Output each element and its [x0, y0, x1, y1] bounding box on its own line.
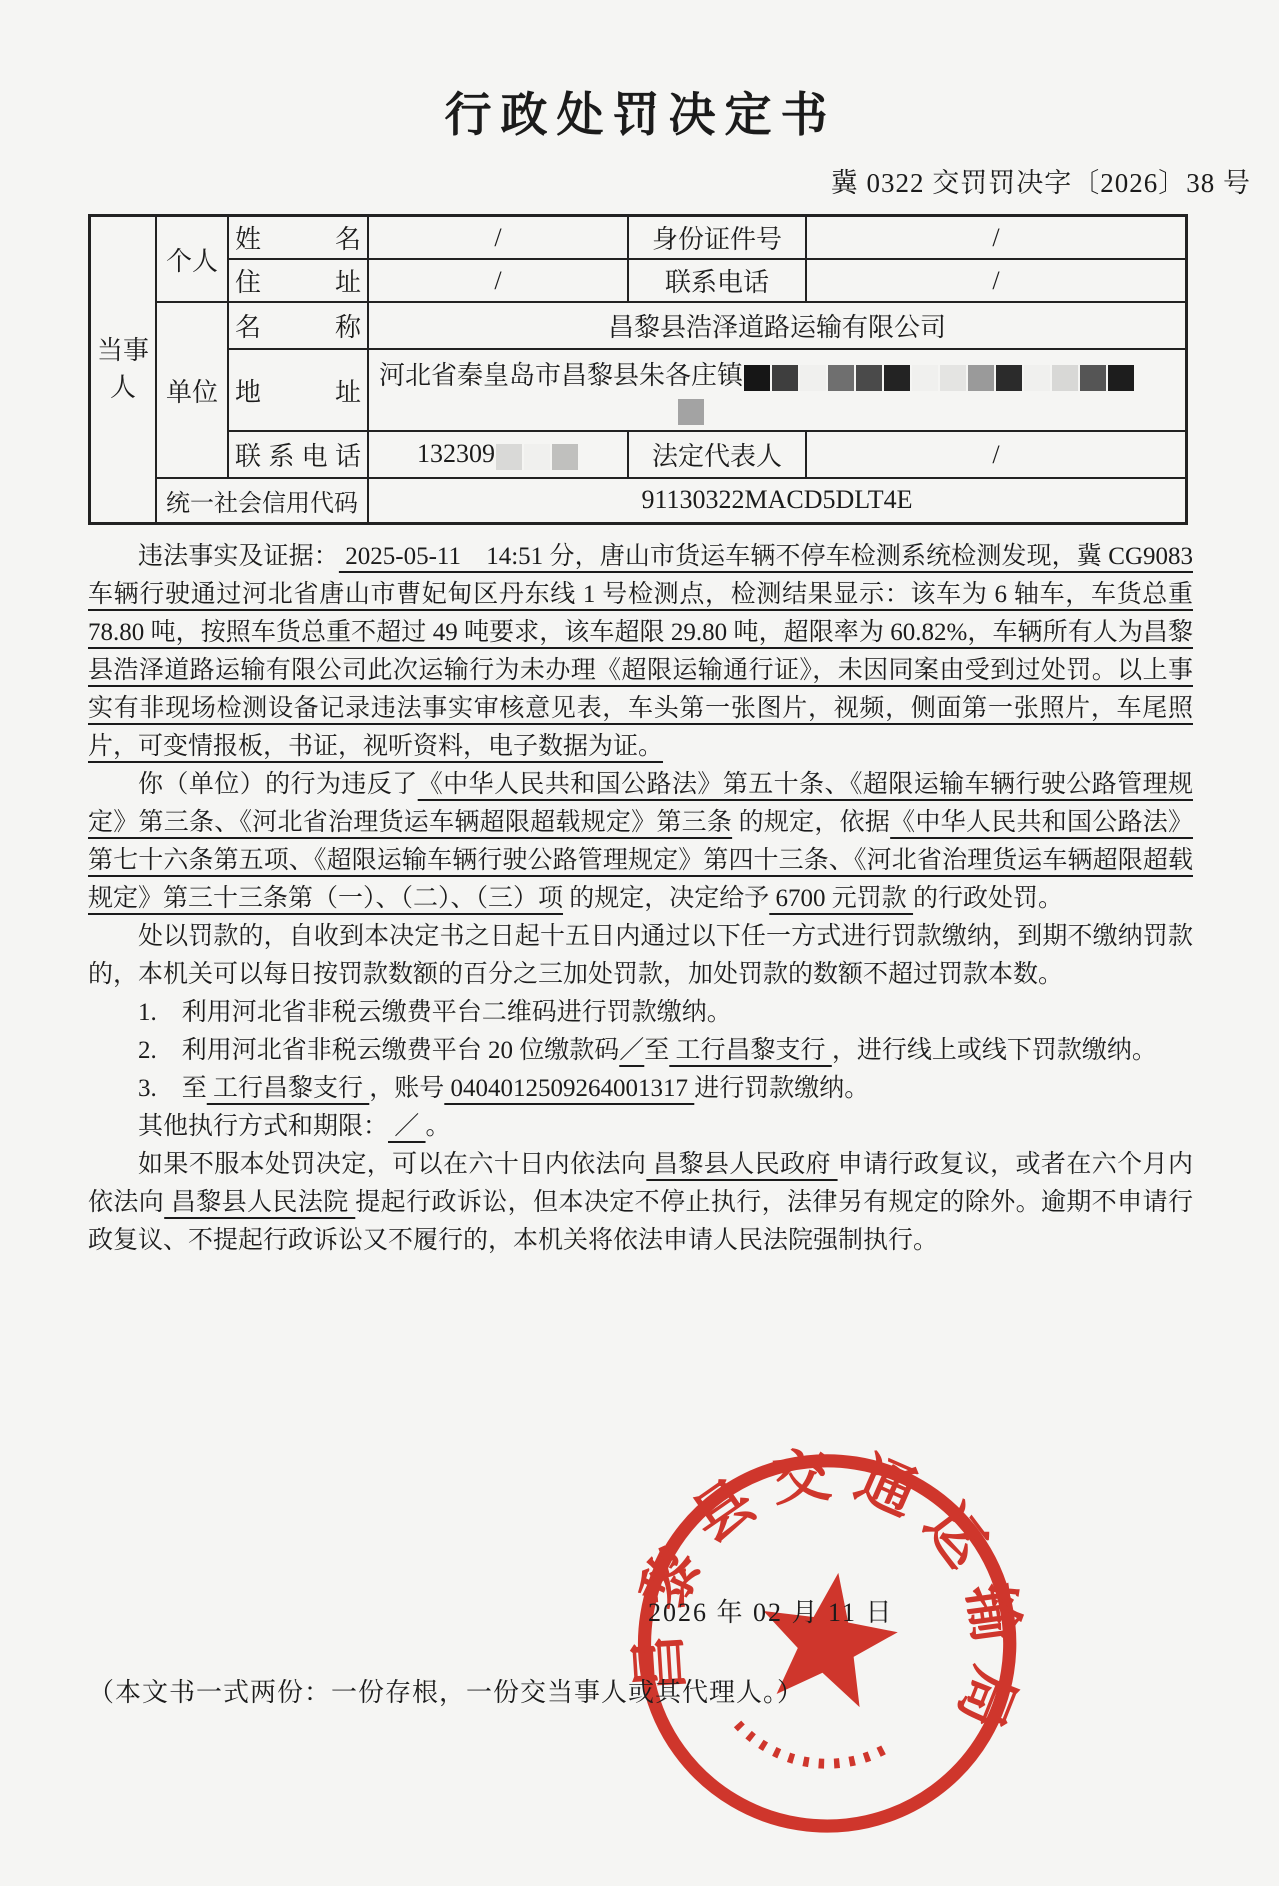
- credit-code-label: 统一社会信用代码: [156, 478, 368, 523]
- text-segment: ／: [619, 1036, 645, 1064]
- legal-rep-label: 法定代表人: [628, 431, 806, 478]
- party-header-cell: 当事人: [90, 216, 157, 524]
- redaction-block: [800, 365, 826, 391]
- redaction-block: [968, 365, 994, 391]
- org-address-value: [368, 349, 1187, 431]
- footer-note: （本文书一式两份：一份存根，一份交当事人或其代理人。）: [88, 1678, 805, 1707]
- legal-rep-value: /: [806, 431, 1187, 478]
- redaction-block: [678, 399, 704, 425]
- table-row: [90, 259, 1187, 302]
- official-seal: [608, 1418, 1048, 1858]
- redaction-block: [828, 365, 854, 391]
- issue-date: 2026 年 02 月 11 日: [648, 1598, 894, 1627]
- text-segment: ，账号: [369, 1074, 445, 1102]
- residence-label: 住址: [228, 259, 368, 302]
- text-segment: 昌黎县人民政府: [646, 1150, 838, 1178]
- org-phone-label: 联系电话: [228, 431, 368, 478]
- org-name-label: 名称: [228, 302, 368, 349]
- redaction-block: [912, 365, 938, 391]
- table-row: [90, 302, 1187, 349]
- paragraph: [88, 1032, 1193, 1070]
- text-segment: ，进行线上或线下罚款缴纳。: [831, 1036, 1157, 1064]
- org-phone-value: [368, 431, 628, 478]
- text-segment: 至: [644, 1036, 670, 1064]
- text-segment: 《中华人民共和国公路法》第七十六条第五项、《超限运输车辆行驶公路管理规定》第四十三条、《河北省治理货运车辆超限超载规定》第三十三条第（一）、（二）、（三）项: [88, 808, 1193, 912]
- text-segment: 你（单位）的行为违反了: [138, 770, 418, 798]
- org-group-cell: 单位: [156, 302, 228, 478]
- table-row: [90, 216, 1187, 260]
- text-segment: 昌黎县人民法院: [164, 1188, 356, 1216]
- text-segment: 进行罚款缴纳。: [694, 1074, 870, 1102]
- text-segment: 提起行政诉讼，但本决定不停止执行，法律另有规定的除外。逾期不申请行政复议、不提起行政诉讼又不履行的，本机关将依法申请人民法院强制执行。: [88, 1188, 1193, 1254]
- table-row: [90, 349, 1187, 431]
- text-segment: 3. 至: [138, 1074, 207, 1102]
- text-segment: 如果不服本处罚决定，可以在六十日内依法向: [138, 1150, 647, 1178]
- text-segment: 《中华人民共和国公路法》第五十条、《超限运输车辆行驶公路管理规定》第三条、《河北省治理货运车辆超限超载规定》第三条: [88, 770, 1193, 836]
- address-redaction: [743, 361, 1135, 390]
- text-segment: 2025-05-11 14:51 分，唐山市货运车辆不停车检测系统检测发现，冀 CG9083 车辆行驶通过河北省唐山市曹妃甸区丹东线 1 号检测点，检测结果显示：该车为 6 轴车，车货总重 78.80 吨，按照车货总重不超过 49 吨要求，该车超限 29.80 吨，超限率为 60.82%，车辆所有人为昌黎县浩泽道路运输有限公司此次运输行为未办理《超限运输通行证》，未因同案由受到过处罚。以上事实有非现场检测设备记录违法事实审核意见表，车头第一张图片，视频，侧面第一张照片，车尾照片，可变情报板，书证，视听资料，电子数据为证。: [88, 542, 1193, 760]
- text-segment: 工行昌黎支行: [669, 1036, 832, 1064]
- redaction-block: [940, 365, 966, 391]
- table-row: [90, 478, 1187, 523]
- phone-label: 联系电话: [628, 259, 806, 302]
- redaction-block: [524, 444, 550, 470]
- paragraph: [88, 1146, 1193, 1260]
- name-label: 姓名: [228, 216, 368, 260]
- paragraph: [88, 994, 1193, 1032]
- seal-graphic: [608, 1418, 1048, 1858]
- party-info-table: [88, 214, 1188, 525]
- redaction-block: [1080, 365, 1106, 391]
- text-segment: 的规定，依据: [732, 808, 891, 836]
- seal-text: 昌黎县交通运输局: [624, 1440, 1031, 1754]
- org-name-value: 昌黎县浩泽道路运输有限公司: [368, 302, 1187, 349]
- text-segment: 其他执行方式和期限：: [138, 1112, 389, 1140]
- table-row: [90, 431, 1187, 478]
- redaction-block: [1052, 365, 1078, 391]
- text-segment: 1. 利用河北省非税云缴费平台二维码进行罚款缴纳。: [138, 998, 732, 1026]
- body-paragraphs: [88, 538, 1193, 1260]
- redaction-block: [856, 365, 882, 391]
- paragraph: [88, 766, 1193, 918]
- text-segment: 2. 利用河北省非税云缴费平台 20 位缴款码: [138, 1036, 620, 1064]
- org-address-label: 地址: [228, 349, 368, 431]
- redaction-block: [884, 365, 910, 391]
- text-segment: ／: [388, 1112, 426, 1140]
- name-value: /: [368, 216, 628, 260]
- text-segment: 0404012509264001317: [444, 1074, 695, 1102]
- id-number-label: 身份证件号: [628, 216, 806, 260]
- redaction-block: [744, 365, 770, 391]
- text-segment: 。: [425, 1112, 451, 1140]
- redaction-block: [1024, 365, 1050, 391]
- text-segment: 的行政处罚。: [913, 884, 1064, 912]
- redaction-block: [996, 365, 1022, 391]
- text-segment: 的规定，决定给予: [563, 884, 770, 912]
- phone-value: /: [806, 259, 1187, 302]
- text-segment: 申请行政复议，或者在六个月内依法向: [88, 1150, 1193, 1216]
- org-address-text: [375, 355, 1179, 392]
- page-title: 行政处罚决定书: [444, 90, 837, 142]
- redaction-block: [772, 365, 798, 391]
- id-number-value: /: [806, 216, 1187, 260]
- org-address-prefix: 河北省秦皇岛市昌黎县朱各庄镇: [379, 360, 744, 390]
- credit-code-value: 91130322MACD5DLT4E: [368, 478, 1187, 523]
- document-number: 冀 0322 交罚罚决字〔2026〕38 号: [830, 168, 1251, 198]
- paragraph: [88, 538, 1193, 766]
- paragraph: [88, 1108, 1193, 1146]
- paragraph: [88, 918, 1193, 994]
- seal-serial-dots: [733, 1724, 887, 1774]
- text-segment: 工行昌黎支行: [206, 1074, 370, 1102]
- redaction-block: [552, 444, 578, 470]
- text-segment: 违法事实及证据：: [138, 542, 339, 570]
- text-segment: 6700 元罚款: [769, 884, 914, 912]
- residence-value: /: [368, 259, 628, 302]
- individual-group-cell: 个人: [156, 216, 228, 303]
- phone-redaction: [495, 439, 579, 468]
- paragraph: [88, 1070, 1193, 1108]
- address-redaction-line2: [375, 395, 1179, 425]
- redaction-block: [1108, 365, 1134, 391]
- org-phone-prefix: 132309: [417, 439, 495, 469]
- redaction-block: [496, 444, 522, 470]
- text-segment: 处以罚款的，自收到本决定书之日起十五日内通过以下任一方式进行罚款缴纳，到期不缴纳罚款的，本机关可以每日按罚款数额的百分之三加处罚款，加处罚款的数额不超过罚款本数。: [88, 922, 1193, 988]
